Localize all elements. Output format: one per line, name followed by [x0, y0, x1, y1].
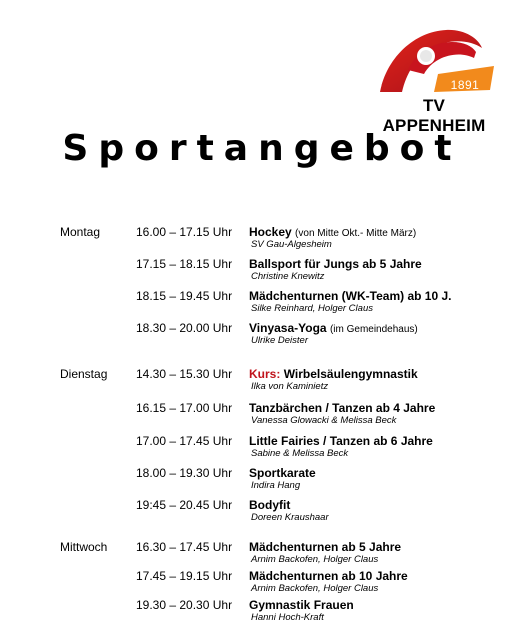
- day-label: Dienstag: [60, 367, 108, 381]
- instructor: Vanessa Glowacki & Melissa Beck: [251, 415, 397, 426]
- activity-name: [249, 321, 418, 335]
- activity-title: Hockey: [249, 225, 292, 239]
- time-slot: 16.15 – 17.00 Uhr: [136, 401, 233, 415]
- logo-year: 1891: [450, 78, 480, 92]
- activity-name: Mädchenturnen ab 10 Jahre: [249, 569, 408, 583]
- instructor: Indira Hang: [251, 480, 301, 491]
- instructor: Doreen Kraushaar: [251, 512, 329, 523]
- time-slot: 17.15 – 18.15 Uhr: [136, 257, 233, 271]
- time-slot: 19:45 – 20.45 Uhr: [136, 498, 233, 512]
- instructor: Silke Reinhard, Holger Claus: [251, 303, 373, 314]
- page-title: Sportangebot: [62, 128, 462, 169]
- time-slot: 18.15 – 19.45 Uhr: [136, 289, 233, 303]
- activity-note: (von Mitte Okt.- Mitte März): [295, 228, 417, 239]
- time-slot: 17.45 – 19.15 Uhr: [136, 569, 233, 583]
- activity-note: (im Gemeindehaus): [329, 324, 418, 335]
- time-slot: 19.30 – 20.30 Uhr: [136, 598, 233, 612]
- time-slot: 18.30 – 20.00 Uhr: [136, 321, 233, 335]
- instructor: Hanni Hoch-Kraft: [251, 612, 324, 623]
- activity-name: Little Fairies / Tanzen ab 6 Jahre: [249, 434, 433, 448]
- instructor: Christine Knewitz: [251, 271, 325, 282]
- day-label: Montag: [60, 225, 101, 239]
- instructor: SV Gau-Algesheim: [251, 239, 332, 250]
- activity-title: Wirbelsäulengymnastik: [283, 367, 418, 381]
- day-label: Mittwoch: [60, 540, 108, 554]
- activity-name: Bodyfit: [249, 498, 291, 512]
- activity-name: [249, 225, 416, 239]
- activity-name: Mädchenturnen (WK-Team) ab 10 J.: [249, 289, 452, 303]
- time-slot: 16.00 – 17.15 Uhr: [136, 225, 233, 239]
- time-slot: 17.00 – 17.45 Uhr: [136, 434, 233, 448]
- activity-name: Mädchenturnen ab 5 Jahre: [249, 540, 402, 554]
- activity-name: Gymnastik Frauen: [249, 598, 354, 612]
- instructor: Sabine & Melissa Beck: [251, 448, 349, 459]
- activity-name: Tanzbärchen / Tanzen ab 4 Jahre: [249, 401, 436, 415]
- activity-name: Ballsport für Jungs ab 5 Jahre: [249, 257, 422, 271]
- instructor: Arnim Backofen, Holger Claus: [251, 554, 379, 565]
- instructor: Arnim Backofen, Holger Claus: [251, 583, 379, 594]
- time-slot: 14.30 – 15.30 Uhr: [136, 367, 233, 381]
- time-slot: 18.00 – 19.30 Uhr: [136, 466, 233, 480]
- course-prefix: Kurs:: [249, 367, 281, 381]
- club-name: TV APPENHEIM: [382, 96, 486, 135]
- instructor: Ilka von Kaminietz: [251, 381, 329, 392]
- activity-name: Sportkarate: [249, 466, 316, 480]
- activity-name: [249, 367, 418, 381]
- instructor: Ulrike Deister: [251, 335, 309, 346]
- time-slot: 16.30 – 17.45 Uhr: [136, 540, 233, 554]
- activity-title: Vinyasa-Yoga: [249, 321, 327, 335]
